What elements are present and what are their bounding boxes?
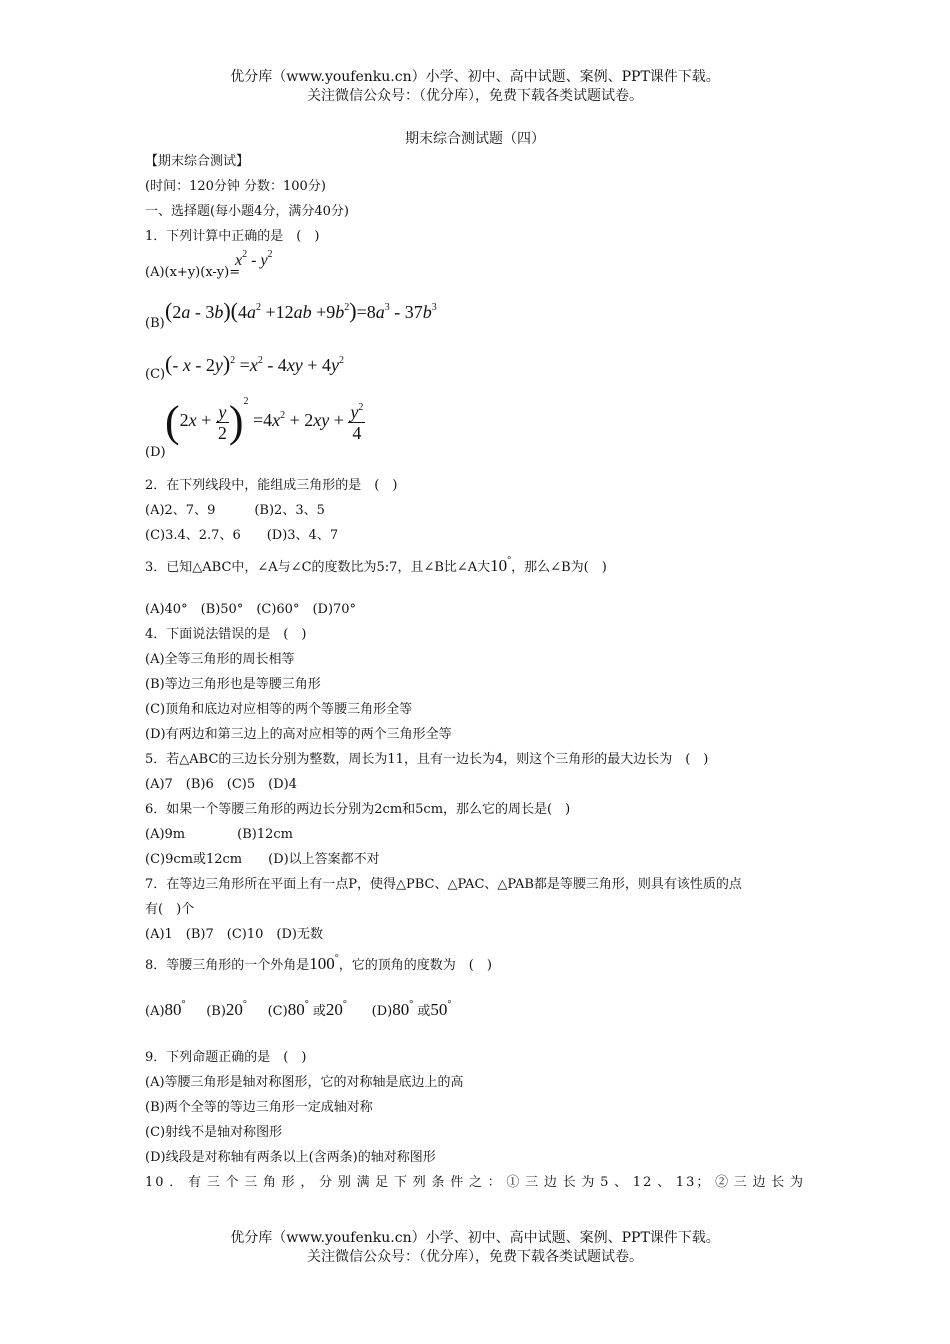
- q8-b-value: 20°: [225, 999, 247, 1019]
- q8-c-or: 或: [312, 1004, 326, 1019]
- q5-options: (A)7 (B)6 (C)5 (D)4: [145, 777, 297, 792]
- q8-stem-b: ，它的顶角的度数为 ( ): [338, 958, 492, 973]
- q8-c-value2: 20°: [325, 999, 347, 1019]
- q8-degree-value: 100: [309, 954, 335, 973]
- q8-b-number: 20: [225, 1000, 243, 1019]
- q3-stem: [145, 557, 607, 577]
- q9-stem: 9．下列命题正确的是 ( ): [145, 1050, 307, 1065]
- q9-option-c: (C)射线不是轴对称图形: [145, 1125, 283, 1140]
- q1-c-label: (C): [145, 367, 166, 382]
- q1-b-label: (B): [145, 316, 165, 331]
- q8-d-label: (D): [371, 1004, 393, 1019]
- q8-d-or: 或: [417, 1004, 431, 1019]
- q8-c-number1: 80: [287, 1000, 305, 1019]
- q4-option-b: (B)等边三角形也是等腰三角形: [145, 677, 321, 692]
- exam-info: (时间：120分钟 分数：100分): [145, 179, 326, 194]
- q1-a-label: (A)(x+y)(x-y)=: [145, 265, 241, 280]
- q1-d-label: (D): [145, 445, 166, 460]
- q8-d-value2: 50°: [430, 999, 452, 1019]
- q3-options: (A)40° (B)50° (C)60° (D)70°: [145, 602, 357, 617]
- q4-option-c: (C)顶角和底边对应相等的两个等腰三角形全等: [145, 702, 413, 717]
- q1-d-formula: (2x + $\frac{y}{2}$ )$^2 =4x^2 + 2xy$ + $\frac{y^2}{4}$: [165, 396, 364, 446]
- q3-degree: 10°: [490, 555, 512, 575]
- q9-option-d: (D)线段是对称轴有两条以上(含两条)的轴对称图形: [145, 1150, 436, 1165]
- q1-a-formula: $x^2 - y^2$: [235, 249, 273, 269]
- q6-stem: 6．如果一个等腰三角形的两边长分别为2cm和5cm，那么它的周长是( ): [145, 802, 571, 817]
- header-line-2: 关注微信公众号：（优分库），免费下载各类试题试卷。: [307, 88, 643, 104]
- q7-stem-line2: 有( )个: [145, 902, 195, 917]
- q9-option-b: (B)两个全等的等边三角形一定成轴对称: [145, 1100, 373, 1115]
- q8-stem-a: 8．等腰三角形的一个外角是: [145, 958, 310, 973]
- q5-stem: 5．若△ABC的三边长分别为整数，周长为11，且有一边长为4，则这个三角形的最大边长为 ( ): [145, 752, 709, 767]
- q3-degree-value: 10: [490, 556, 508, 575]
- q4-option-a: (A)全等三角形的周长相等: [145, 652, 295, 667]
- q8-options: [145, 1001, 451, 1021]
- q8-stem: [145, 955, 492, 975]
- page-title: 期末综合测试题（四）: [405, 131, 545, 147]
- q4-stem: 4．下面说法错误的是 ( ): [145, 627, 307, 642]
- q6-options-cd: (C)9cm或12cm (D)以上答案都不对: [145, 852, 380, 867]
- q1-c-formula: (- $x - 2y)^2 =x^2 - 4xy + 4y^2$: [165, 351, 344, 376]
- q8-b-label: (B): [206, 1004, 226, 1019]
- q1-option-a: [145, 264, 240, 282]
- q1-b-formula: $(2a - 3b)(4a^2 +12ab +9b^2)=8a^3 - 37b^3$: [165, 298, 437, 323]
- q8-degree: 100°: [309, 953, 339, 973]
- q9-option-a: (A)等腰三角形是轴对称图形，它的对称轴是底边上的高: [145, 1075, 464, 1090]
- q8-d-number2: 50: [430, 1000, 448, 1019]
- q2-stem: 2．在下列线段中，能组成三角形的是 ( ): [145, 478, 398, 493]
- q8-c-number2: 20: [325, 1000, 343, 1019]
- header-line-1: 优分库（www.youfenku.cn）小学、初中、高中试题、案例、PPT课件下载。: [230, 69, 720, 85]
- q3-stem-b: ，那么∠B为( ): [511, 560, 607, 575]
- subtitle: 【期末综合测试】: [145, 154, 250, 169]
- q8-a-label: (A): [145, 1004, 165, 1019]
- q4-option-d: (D)有两边和第三边上的高对应相等的两个三角形全等: [145, 727, 452, 742]
- q8-a-value: 80°: [164, 999, 186, 1019]
- q8-d-value1: 80°: [392, 999, 414, 1019]
- q1-stem: 1．下列计算中正确的是 ( ): [145, 229, 320, 244]
- q7-stem-line1: 7．在等边三角形所在平面上有一点P，使得△PBC、△PAC、△PAB都是等腰三角形，则具有该性质的点: [145, 877, 742, 892]
- q6-options-ab: (A)9m (B)12cm: [145, 827, 293, 842]
- footer-line-1: 优分库（www.youfenku.cn）小学、初中、高中试题、案例、PPT课件下载。: [230, 1230, 720, 1246]
- q8-c-value1: 80°: [287, 999, 309, 1019]
- q2-options-ab: (A)2、7、9 (B)2、3、5: [145, 503, 325, 518]
- q8-a-number: 80: [164, 1000, 182, 1019]
- q3-stem-a: 3．已知△ABC中，∠A与∠C的度数比为5:7，且∠B比∠A大: [145, 560, 491, 575]
- q8-c-label: (C): [267, 1004, 288, 1019]
- footer-line-2: 关注微信公众号：（优分库），免费下载各类试题试卷。: [307, 1249, 643, 1265]
- q10-stem: 10．有三个三角形，分别满足下列条件之：①三边长为5、12、13；②三边长为: [145, 1175, 805, 1190]
- section-heading: 一、选择题(每小题4分，满分40分): [145, 204, 349, 219]
- q8-d-number1: 80: [392, 1000, 410, 1019]
- q2-options-cd: (C)3.4、2.7、6 (D)3、4、7: [145, 528, 339, 543]
- q7-options: (A)1 (B)7 (C)10 (D)无数: [145, 927, 323, 942]
